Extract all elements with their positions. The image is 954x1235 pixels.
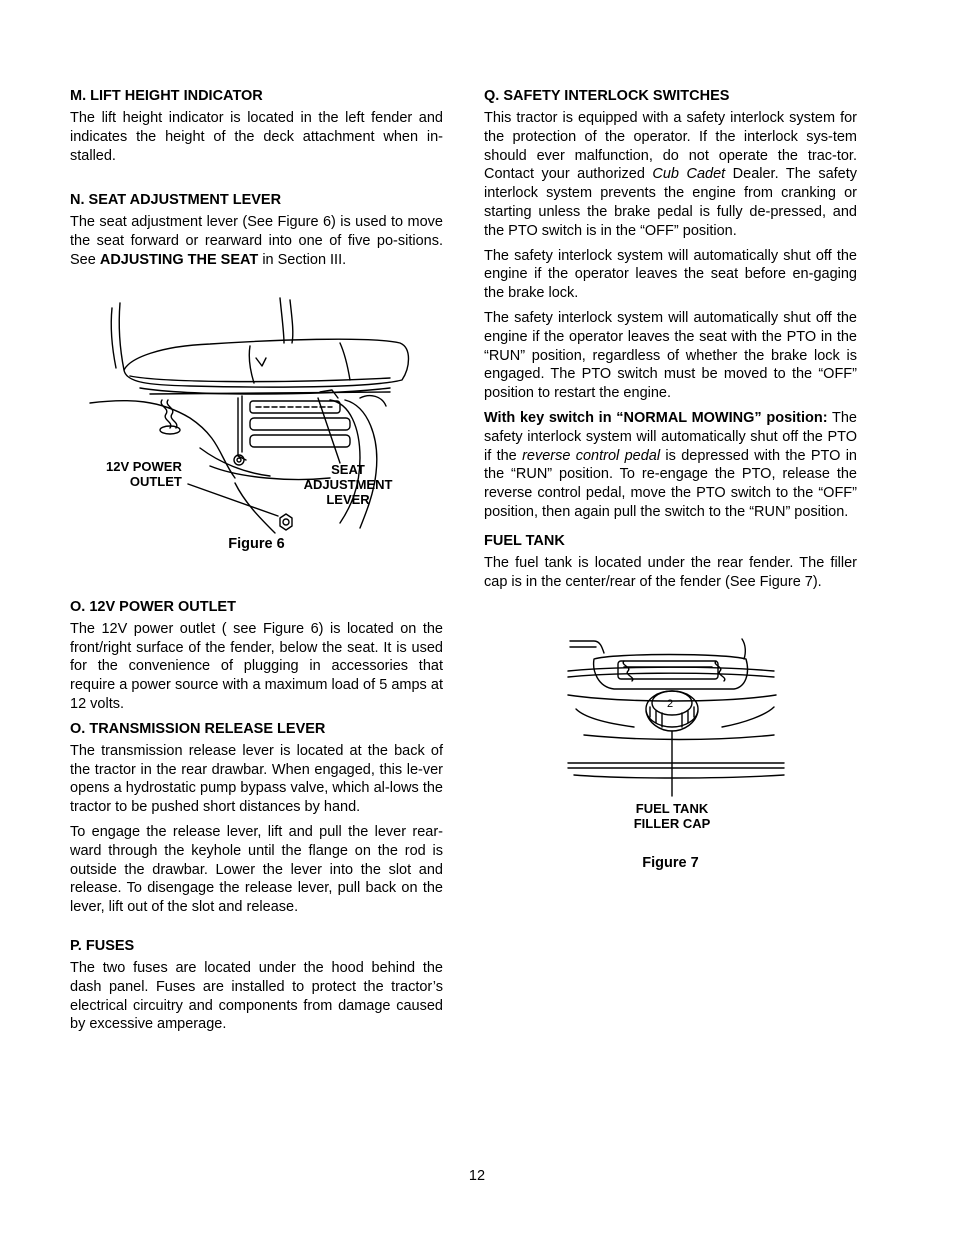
left-column bbox=[70, 87, 443, 1040]
section-safety-interlock-switches bbox=[484, 87, 857, 522]
section-fuel-tank bbox=[484, 532, 857, 592]
figure-7-caption: Figure 7 bbox=[642, 855, 699, 872]
section-heading: FUEL TANK bbox=[484, 532, 565, 549]
section-body: The safety interlock system will automatically shut off the engine if the operator leaves the seat with the PTO in the “RUN” position, regardless of whether the brake lock is engaged. The PTO switch must be moved to the “OFF” position to restart the engine. bbox=[484, 309, 857, 402]
section-lift-height-indicator bbox=[70, 87, 443, 165]
section-body: The safety interlock system will automatically shut off the engine if the operator leaves the seat before en-gaging the brake lock. bbox=[484, 247, 857, 302]
figure-6-caption: Figure 6 bbox=[228, 535, 285, 552]
figure-6 bbox=[70, 288, 443, 598]
section-body: The seat adjustment lever (See Figure 6) is used to move the seat forward or rearward into one of five po-sitions. See ADJUSTING THE SEAT in Section III. bbox=[70, 214, 443, 268]
fuel-tank-illustration bbox=[484, 631, 857, 821]
right-column bbox=[484, 87, 857, 891]
figure-7 bbox=[484, 631, 857, 891]
svg-text:2: 2 bbox=[667, 698, 674, 711]
section-body: The 12V power outlet ( see Figure 6) is located on the front/right surface of the fender, below the seat. It is used for the convenience of plugging in accessories that require a power source with a maximum load of 5 amps at 12 volts. bbox=[70, 620, 443, 712]
section-body: With key switch in “NORMAL MOWING” position: The safety interlock system will automatically shut off the PTO if the reverse control pedal is depressed with the PTO in the “RUN” position. To re-engage the PTO, release the reverse control pedal, move the PTO switch to the “OFF” position, then again pull the switch to the “RUN” position. bbox=[484, 409, 857, 520]
section-heading: Q. SAFETY INTERLOCK SWITCHES bbox=[484, 88, 730, 104]
section-transmission-release-lever bbox=[70, 720, 443, 917]
section-fuses bbox=[70, 937, 443, 1034]
section-heading: O. 12V POWER OUTLET bbox=[70, 598, 236, 615]
section-12v-power-outlet bbox=[70, 598, 443, 714]
section-body: The two fuses are located under the hood behind the dash panel. Fuses are installed to protect the tractor’s electrical circuitry and components from damage caused by excessive amperage. bbox=[70, 959, 443, 1033]
section-heading: N. SEAT ADJUSTMENT LEVER bbox=[70, 192, 282, 209]
figure-6-label-power-outlet: 12V POWER OUTLET bbox=[106, 458, 182, 489]
figure-7-label-filler-cap: FUEL TANK FILLER CAP bbox=[633, 801, 711, 832]
section-body: The lift height indicator is located in the left fender and indicates the height of the deck attachment when in-stalled. bbox=[70, 110, 443, 164]
section-body: The transmission release lever is located at the back of the tractor in the rear drawbar. When engaged, this le-ver opens a hydrostatic pump bypass valve, which al-lows the tractor to be pushed short distances by hand. bbox=[70, 742, 443, 816]
figure-6-label-seat-lever: SEAT ADJUSTMENT LEVER bbox=[303, 461, 393, 507]
section-seat-adjustment-lever bbox=[70, 191, 443, 269]
section-heading: O. TRANSMISSION RELEASE LEVER bbox=[70, 720, 326, 737]
page-number: 12 bbox=[468, 1168, 486, 1184]
section-body: This tractor is equipped with a safety interlock system for the protection of the operator. If the interlock sys-tem should ever malfunction, do not operate the trac-tor. Contact your authorized Cub Cadet Dealer. The safety interlock system prevents the engine from cranking or starting unless the brake pedal is fully de-pressed, and the PTO switch is in the “OFF” position. bbox=[484, 110, 858, 239]
section-heading: M. LIFT HEIGHT INDICATOR bbox=[70, 88, 263, 104]
section-body: The fuel tank is located under the rear fender. The filler cap is in the center/rear of the fender (See Figure 7). bbox=[484, 554, 857, 590]
section-heading: P. FUSES bbox=[70, 937, 135, 954]
section-body: To engage the release lever, lift and pull the lever rear-ward through the keyhole until the flange on the rod is outside the drawbar. Lower the lever into the slot and release. To disengage the release lever, pull back on the lever, lift out of the slot and release. bbox=[70, 823, 443, 916]
